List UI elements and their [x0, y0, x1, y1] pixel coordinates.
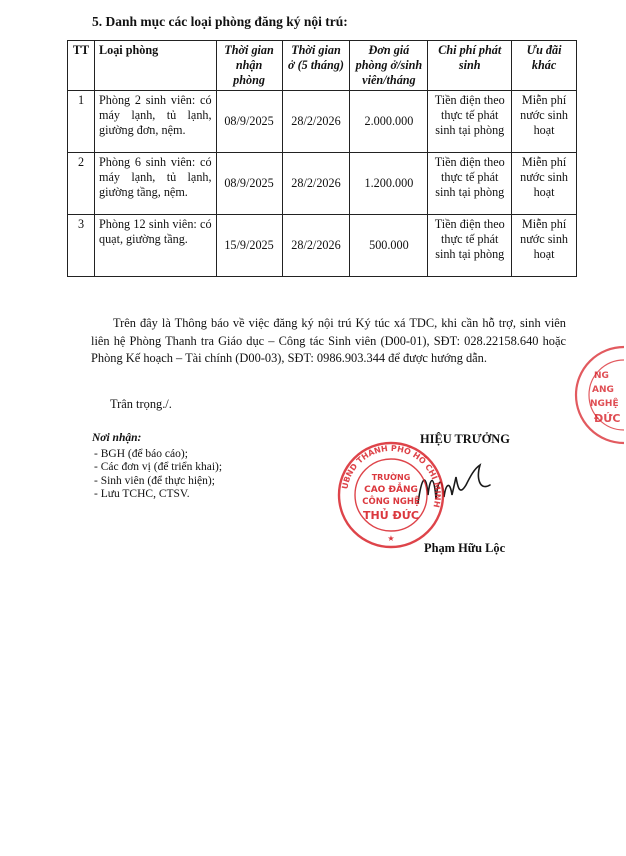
cell-start-date: 08/9/2025: [216, 91, 282, 153]
cell-start-date: 15/9/2025: [216, 215, 282, 277]
cell-end-date: 28/2/2026: [282, 215, 350, 277]
cell-start-date: 08/9/2025: [216, 153, 282, 215]
room-types-table: [67, 40, 577, 277]
recipients-heading: Nơi nhận:: [92, 432, 142, 444]
cell-end-date: 28/2/2026: [282, 91, 350, 153]
header-other-perks: Ưu đãi khác: [512, 41, 577, 91]
table-header-row: [68, 41, 577, 91]
cell-end-date: 28/2/2026: [282, 153, 350, 215]
stamp-line-1: TRƯỜNG: [371, 473, 411, 482]
recipient-item: - Lưu TCHC, CTSV.: [94, 488, 222, 502]
header-room-type: Loại phòng: [94, 41, 216, 91]
contact-paragraph: Trên đây là Thông báo về việc đăng ký nội trú Ký túc xá TDC, khi cần hỗ trợ, sinh viên liên hệ Phòng Thanh tra Giáo dục – Công tác Sinh viên (D00-01), SĐT: 028.22158.640 hoặc Phòng Kế hoạch – Tài chính (D00-03), SĐT: 0986.903.344 để được hướng dẫn.: [91, 316, 566, 365]
svg-text:ĐỨC: ĐỨC: [594, 412, 621, 425]
stamp-line-4: THỦ ĐỨC: [363, 509, 419, 522]
recipients-block: [92, 432, 222, 502]
cell-room-type: Phòng 12 sinh viên: có quạt, giường tầng.: [94, 215, 216, 277]
header-extra-cost: Chi phí phát sinh: [428, 41, 512, 91]
cell-room-type: Phòng 6 sinh viên: có máy lạnh, tủ lạnh, giường tầng, nệm.: [94, 153, 216, 215]
svg-text:★: ★: [387, 534, 395, 543]
cell-extra-cost: Tiền điện theo thực tế phát sinh tại phòng: [428, 153, 512, 215]
recipient-item: - Các đơn vị (để triển khai);: [94, 461, 222, 475]
recipients-list: [92, 448, 222, 502]
partial-stamp-image: [544, 340, 624, 450]
cell-extra-cost: Tiền điện theo thực tế phát sinh tại phòng: [428, 215, 512, 277]
official-stamp-image: [336, 440, 446, 550]
stamp-line-3: CÔNG NGHỆ: [362, 497, 420, 507]
section-title: 5. Danh mục các loại phòng đăng ký nội trú:: [92, 14, 348, 29]
regards-text: Trân trọng./.: [110, 397, 172, 411]
signer-name: Phạm Hữu Lộc: [424, 541, 506, 555]
stamp-line-2: CAO ĐẲNG: [364, 485, 418, 495]
cell-perk: Miễn phí nước sinh hoạt: [512, 153, 577, 215]
svg-text:ANG: ANG: [592, 385, 614, 395]
table-row: [68, 91, 577, 153]
cell-perk: Miễn phí nước sinh hoạt: [512, 215, 577, 277]
header-start-date: Thời gian nhận phòng: [216, 41, 282, 91]
cell-room-type: Phòng 2 sinh viên: có máy lạnh, tủ lạnh, giường đơn, nệm.: [94, 91, 216, 153]
cell-price: 2.000.000: [350, 91, 428, 153]
cell-tt: 1: [68, 91, 95, 153]
table-row: [68, 215, 577, 277]
cell-perk: Miễn phí nước sinh hoạt: [512, 91, 577, 153]
header-price: Đơn giá phòng ở/sinh viên/tháng: [350, 41, 428, 91]
signer-title: HIỆU TRƯỞNG: [420, 432, 510, 446]
stamp-ring-text: UBND THÀNH PHỐ HỒ CHÍ MINH: [340, 443, 443, 509]
header-tt: TT: [68, 41, 95, 91]
cell-tt: 3: [68, 215, 95, 277]
recipient-item: - BGH (để báo cáo);: [94, 448, 222, 462]
cell-extra-cost: Tiền điện theo thực tế phát sinh tại phòng: [428, 91, 512, 153]
cell-price: 1.200.000: [350, 153, 428, 215]
table-row: [68, 153, 577, 215]
svg-text:NGHỆ: NGHỆ: [590, 399, 619, 409]
cell-price: 500.000: [350, 215, 428, 277]
svg-text:NG: NG: [594, 371, 609, 381]
recipient-item: - Sinh viên (để thực hiện);: [94, 475, 222, 489]
cell-tt: 2: [68, 153, 95, 215]
header-stay-period: Thời gian ở (5 tháng): [282, 41, 350, 91]
